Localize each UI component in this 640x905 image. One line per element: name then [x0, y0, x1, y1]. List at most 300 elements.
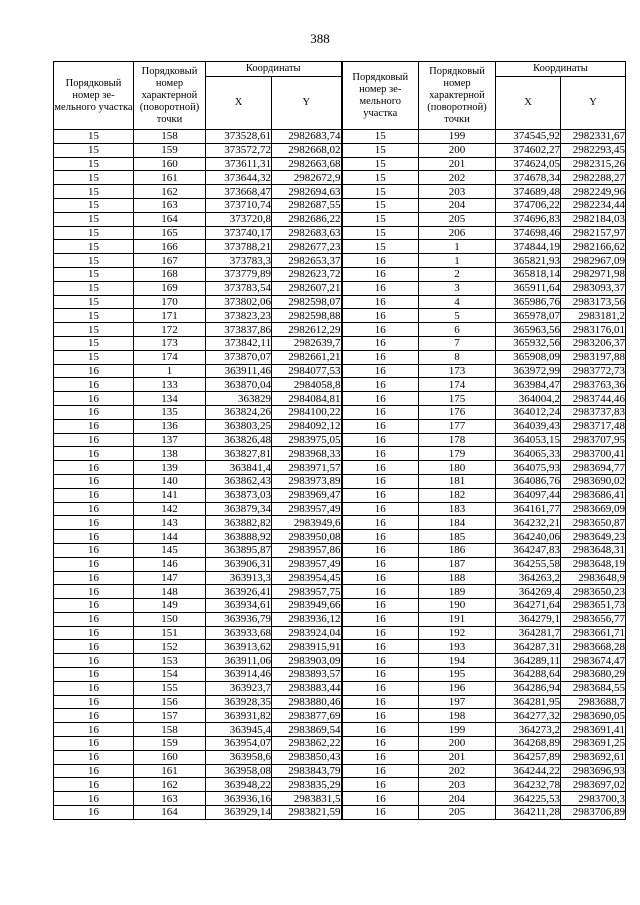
y-coordinate-2: 2983744,46 — [561, 392, 626, 406]
parcel-number-2: 16 — [342, 254, 419, 268]
header-point-number-2: Порядковый номер характерной (поворотной) точки — [419, 62, 496, 130]
parcel-number-2: 16 — [342, 668, 419, 682]
y-coordinate-2: 2983669,09 — [561, 502, 626, 516]
x-coordinate-2: 364255,58 — [496, 557, 561, 571]
point-number: 161 — [134, 171, 206, 185]
table-row — [54, 143, 626, 157]
point-number: 142 — [134, 502, 206, 516]
page-number: 388 — [310, 31, 330, 46]
point-number-2: 203 — [419, 185, 496, 199]
table-row — [54, 654, 626, 668]
x-coordinate: 363829 — [206, 392, 272, 406]
y-coordinate: 2984084,81 — [272, 392, 342, 406]
parcel-number: 15 — [54, 143, 134, 157]
point-number: 135 — [134, 405, 206, 419]
table-row — [54, 695, 626, 709]
table-row — [54, 364, 626, 378]
table-row — [54, 309, 626, 323]
y-coordinate: 2983957,49 — [272, 502, 342, 516]
x-coordinate-2: 364232,21 — [496, 516, 561, 530]
x-coordinate-2: 364287,31 — [496, 640, 561, 654]
parcel-number: 16 — [54, 364, 134, 378]
parcel-number: 16 — [54, 626, 134, 640]
parcel-number-2: 16 — [342, 806, 419, 820]
x-coordinate-2: 374696,83 — [496, 212, 561, 226]
parcel-number-2: 16 — [342, 543, 419, 557]
table-row — [54, 571, 626, 585]
parcel-number: 16 — [54, 571, 134, 585]
x-coordinate: 373783,54 — [206, 281, 272, 295]
x-coordinate: 363862,43 — [206, 474, 272, 488]
y-coordinate-2: 2983197,88 — [561, 350, 626, 364]
parcel-number-2: 15 — [342, 185, 419, 199]
parcel-number-2: 16 — [342, 750, 419, 764]
table-row — [54, 130, 626, 144]
x-coordinate-2: 364279,1 — [496, 612, 561, 626]
parcel-number: 16 — [54, 695, 134, 709]
point-number-2: 205 — [419, 806, 496, 820]
parcel-number-2: 16 — [342, 267, 419, 281]
x-coordinate-2: 365821,93 — [496, 254, 561, 268]
y-coordinate-2: 2983181,2 — [561, 309, 626, 323]
point-number-2: 7 — [419, 336, 496, 350]
point-number: 138 — [134, 447, 206, 461]
y-coordinate-2: 2983763,36 — [561, 378, 626, 392]
y-coordinate: 2983877,69 — [272, 709, 342, 723]
point-number: 170 — [134, 295, 206, 309]
y-coordinate: 2982661,21 — [272, 350, 342, 364]
parcel-number-2: 16 — [342, 585, 419, 599]
point-number-2: 4 — [419, 295, 496, 309]
parcel-number: 16 — [54, 447, 134, 461]
x-coordinate-2: 364097,44 — [496, 488, 561, 502]
point-number-2: 3 — [419, 281, 496, 295]
table-row — [54, 681, 626, 695]
point-number-2: 182 — [419, 488, 496, 502]
parcel-number-2: 16 — [342, 378, 419, 392]
x-coordinate: 363936,16 — [206, 792, 272, 806]
point-number: 163 — [134, 198, 206, 212]
point-number: 174 — [134, 350, 206, 364]
table-row — [54, 267, 626, 281]
x-coordinate: 363958,08 — [206, 764, 272, 778]
y-coordinate: 2983957,49 — [272, 557, 342, 571]
x-coordinate: 373710,74 — [206, 198, 272, 212]
point-number: 150 — [134, 612, 206, 626]
point-number: 134 — [134, 392, 206, 406]
parcel-number-2: 16 — [342, 571, 419, 585]
table-row — [54, 530, 626, 544]
header-coordinates: Координаты — [206, 62, 342, 77]
y-coordinate: 2982612,29 — [272, 323, 342, 337]
parcel-number-2: 16 — [342, 295, 419, 309]
parcel-number-2: 16 — [342, 599, 419, 613]
x-coordinate: 363888,92 — [206, 530, 272, 544]
point-number-2: 189 — [419, 585, 496, 599]
x-coordinate-2: 364244,22 — [496, 764, 561, 778]
parcel-number: 16 — [54, 557, 134, 571]
parcel-number: 16 — [54, 433, 134, 447]
x-coordinate-2: 374844,19 — [496, 240, 561, 254]
table-row — [54, 157, 626, 171]
point-number: 151 — [134, 626, 206, 640]
point-number: 143 — [134, 516, 206, 530]
parcel-number: 15 — [54, 185, 134, 199]
parcel-number-2: 16 — [342, 433, 419, 447]
parcel-number: 15 — [54, 130, 134, 144]
x-coordinate-2: 364268,89 — [496, 737, 561, 751]
x-coordinate-2: 364240,06 — [496, 530, 561, 544]
parcel-number: 16 — [54, 392, 134, 406]
x-coordinate-2: 363972,99 — [496, 364, 561, 378]
y-coordinate: 2983924,04 — [272, 626, 342, 640]
header-x: X — [206, 77, 272, 130]
point-number: 167 — [134, 254, 206, 268]
x-coordinate-2: 364075,93 — [496, 461, 561, 475]
x-coordinate: 363827,81 — [206, 447, 272, 461]
parcel-number-2: 15 — [342, 157, 419, 171]
x-coordinate: 363954,07 — [206, 737, 272, 751]
y-coordinate-2: 2983692,61 — [561, 750, 626, 764]
header-parcel-number-2: Порядковый номер зе-мельного участка — [342, 62, 419, 130]
point-number-2: 203 — [419, 778, 496, 792]
x-coordinate: 373779,89 — [206, 267, 272, 281]
y-coordinate-2: 2982331,67 — [561, 130, 626, 144]
header-x-2: X — [496, 77, 561, 130]
coordinates-table — [53, 61, 626, 820]
parcel-number: 16 — [54, 681, 134, 695]
x-coordinate: 363911,46 — [206, 364, 272, 378]
x-coordinate: 363826,48 — [206, 433, 272, 447]
y-coordinate: 2982694,63 — [272, 185, 342, 199]
point-number-2: 205 — [419, 212, 496, 226]
x-coordinate-2: 364065,33 — [496, 447, 561, 461]
y-coordinate-2: 2983772,73 — [561, 364, 626, 378]
y-coordinate: 2983950,08 — [272, 530, 342, 544]
point-number-2: 181 — [419, 474, 496, 488]
y-coordinate: 2983862,22 — [272, 737, 342, 751]
point-number-2: 198 — [419, 709, 496, 723]
x-coordinate: 363911,06 — [206, 654, 272, 668]
point-number-2: 193 — [419, 640, 496, 654]
y-coordinate-2: 2983661,71 — [561, 626, 626, 640]
point-number-2: 199 — [419, 723, 496, 737]
parcel-number-2: 16 — [342, 502, 419, 516]
point-number-2: 202 — [419, 764, 496, 778]
x-coordinate: 373837,86 — [206, 323, 272, 337]
parcel-number-2: 15 — [342, 198, 419, 212]
y-coordinate-2: 2983176,01 — [561, 323, 626, 337]
table-row — [54, 461, 626, 475]
x-coordinate-2: 364281,95 — [496, 695, 561, 709]
table-row — [54, 226, 626, 240]
point-number-2: 195 — [419, 668, 496, 682]
point-number: 156 — [134, 695, 206, 709]
x-coordinate-2: 374689,48 — [496, 185, 561, 199]
point-number: 171 — [134, 309, 206, 323]
table-row — [54, 212, 626, 226]
y-coordinate: 2982677,23 — [272, 240, 342, 254]
point-number-2: 188 — [419, 571, 496, 585]
x-coordinate: 363882,82 — [206, 516, 272, 530]
x-coordinate-2: 364012,24 — [496, 405, 561, 419]
parcel-number: 15 — [54, 350, 134, 364]
table-row — [54, 378, 626, 392]
x-coordinate: 363841,4 — [206, 461, 272, 475]
parcel-number: 16 — [54, 723, 134, 737]
y-coordinate: 2983821,59 — [272, 806, 342, 820]
point-number: 159 — [134, 737, 206, 751]
y-coordinate: 2982639,7 — [272, 336, 342, 350]
point-number-2: 1 — [419, 240, 496, 254]
y-coordinate-2: 2983691,25 — [561, 737, 626, 751]
y-coordinate-2: 2983648,31 — [561, 543, 626, 557]
parcel-number: 16 — [54, 516, 134, 530]
parcel-number-2: 16 — [342, 557, 419, 571]
parcel-number: 16 — [54, 640, 134, 654]
table-row — [54, 723, 626, 737]
x-coordinate: 373842,11 — [206, 336, 272, 350]
x-coordinate-2: 363984,47 — [496, 378, 561, 392]
point-number: 133 — [134, 378, 206, 392]
y-coordinate-2: 2983648,19 — [561, 557, 626, 571]
y-coordinate-2: 2983700,3 — [561, 792, 626, 806]
parcel-number: 15 — [54, 336, 134, 350]
y-coordinate: 2982598,07 — [272, 295, 342, 309]
y-coordinate: 2983975,05 — [272, 433, 342, 447]
x-coordinate-2: 374545,92 — [496, 130, 561, 144]
y-coordinate-2: 2982184,03 — [561, 212, 626, 226]
y-coordinate: 2982683,74 — [272, 130, 342, 144]
x-coordinate-2: 364053,15 — [496, 433, 561, 447]
parcel-number: 15 — [54, 254, 134, 268]
point-number: 165 — [134, 226, 206, 240]
point-number: 139 — [134, 461, 206, 475]
x-coordinate: 363928,35 — [206, 695, 272, 709]
y-coordinate: 2983883,44 — [272, 681, 342, 695]
y-coordinate: 2983843,79 — [272, 764, 342, 778]
point-number-2: 178 — [419, 433, 496, 447]
point-number: 1 — [134, 364, 206, 378]
x-coordinate: 373611,31 — [206, 157, 272, 171]
x-coordinate-2: 364281,7 — [496, 626, 561, 640]
point-number: 158 — [134, 130, 206, 144]
y-coordinate: 2982607,21 — [272, 281, 342, 295]
table-row — [54, 488, 626, 502]
y-coordinate-2: 2983694,77 — [561, 461, 626, 475]
point-number-2: 201 — [419, 750, 496, 764]
x-coordinate: 363803,25 — [206, 419, 272, 433]
header-y-2: Y — [561, 77, 626, 130]
point-number: 149 — [134, 599, 206, 613]
parcel-number-2: 16 — [342, 392, 419, 406]
parcel-number-2: 16 — [342, 530, 419, 544]
x-coordinate: 373572,72 — [206, 143, 272, 157]
y-coordinate-2: 2982967,09 — [561, 254, 626, 268]
y-coordinate-2: 2982288,27 — [561, 171, 626, 185]
x-coordinate: 363895,87 — [206, 543, 272, 557]
table-row — [54, 778, 626, 792]
y-coordinate-2: 2983651,73 — [561, 599, 626, 613]
y-coordinate: 2983903,09 — [272, 654, 342, 668]
parcel-number: 15 — [54, 323, 134, 337]
x-coordinate: 363945,4 — [206, 723, 272, 737]
parcel-number-2: 15 — [342, 130, 419, 144]
y-coordinate: 2983915,91 — [272, 640, 342, 654]
y-coordinate-2: 2983691,41 — [561, 723, 626, 737]
table-row — [54, 419, 626, 433]
x-coordinate: 363873,03 — [206, 488, 272, 502]
x-coordinate-2: 374698,46 — [496, 226, 561, 240]
x-coordinate-2: 365986,76 — [496, 295, 561, 309]
y-coordinate: 2983973,89 — [272, 474, 342, 488]
table-row — [54, 640, 626, 654]
point-number: 147 — [134, 571, 206, 585]
parcel-number: 15 — [54, 281, 134, 295]
parcel-number-2: 16 — [342, 350, 419, 364]
x-coordinate: 363914,46 — [206, 668, 272, 682]
x-coordinate: 363958,6 — [206, 750, 272, 764]
header-parcel-number: Порядковый номер зе-мельного участка — [54, 62, 134, 130]
x-coordinate: 363923,7 — [206, 681, 272, 695]
x-coordinate-2: 365818,14 — [496, 267, 561, 281]
x-coordinate-2: 364273,2 — [496, 723, 561, 737]
y-coordinate-2: 2983686,41 — [561, 488, 626, 502]
y-coordinate: 2984100,22 — [272, 405, 342, 419]
point-number-2: 2 — [419, 267, 496, 281]
table-row — [54, 171, 626, 185]
parcel-number: 16 — [54, 750, 134, 764]
parcel-number-2: 16 — [342, 723, 419, 737]
parcel-number: 16 — [54, 530, 134, 544]
x-coordinate-2: 365908,09 — [496, 350, 561, 364]
y-coordinate: 2983949,66 — [272, 599, 342, 613]
table-row — [54, 668, 626, 682]
x-coordinate-2: 365978,07 — [496, 309, 561, 323]
y-coordinate: 2983969,47 — [272, 488, 342, 502]
y-coordinate-2: 2983690,05 — [561, 709, 626, 723]
x-coordinate: 363936,79 — [206, 612, 272, 626]
point-number-2: 183 — [419, 502, 496, 516]
x-coordinate-2: 364211,28 — [496, 806, 561, 820]
table-row — [54, 764, 626, 778]
y-coordinate-2: 2983706,89 — [561, 806, 626, 820]
y-coordinate: 2982686,22 — [272, 212, 342, 226]
y-coordinate-2: 2983173,56 — [561, 295, 626, 309]
table-header — [54, 62, 626, 130]
y-coordinate: 2984058,8 — [272, 378, 342, 392]
point-number-2: 173 — [419, 364, 496, 378]
parcel-number: 16 — [54, 654, 134, 668]
point-number: 146 — [134, 557, 206, 571]
point-number-2: 177 — [419, 419, 496, 433]
table-row — [54, 750, 626, 764]
table-row — [54, 240, 626, 254]
x-coordinate: 373870,07 — [206, 350, 272, 364]
parcel-number: 16 — [54, 668, 134, 682]
point-number: 137 — [134, 433, 206, 447]
y-coordinate-2: 2983688,7 — [561, 695, 626, 709]
point-number: 164 — [134, 806, 206, 820]
x-coordinate-2: 364286,94 — [496, 681, 561, 695]
y-coordinate: 2983971,57 — [272, 461, 342, 475]
table-row — [54, 323, 626, 337]
parcel-number-2: 16 — [342, 778, 419, 792]
point-number: 158 — [134, 723, 206, 737]
table-row — [54, 198, 626, 212]
point-number: 154 — [134, 668, 206, 682]
table-row — [54, 612, 626, 626]
parcel-number-2: 16 — [342, 640, 419, 654]
parcel-number-2: 15 — [342, 212, 419, 226]
point-number: 160 — [134, 157, 206, 171]
y-coordinate: 2982672,9 — [272, 171, 342, 185]
point-number-2: 192 — [419, 626, 496, 640]
x-coordinate-2: 364288,64 — [496, 668, 561, 682]
header-point-number: Порядковый номер характерной (поворотной) точки — [134, 62, 206, 130]
point-number: 169 — [134, 281, 206, 295]
point-number: 148 — [134, 585, 206, 599]
x-coordinate-2: 364263,2 — [496, 571, 561, 585]
x-coordinate: 363931,82 — [206, 709, 272, 723]
y-coordinate-2: 2983648,9 — [561, 571, 626, 585]
parcel-number: 16 — [54, 502, 134, 516]
y-coordinate-2: 2983690,02 — [561, 474, 626, 488]
point-number-2: 200 — [419, 143, 496, 157]
parcel-number-2: 16 — [342, 709, 419, 723]
y-coordinate: 2982663,68 — [272, 157, 342, 171]
parcel-number: 16 — [54, 419, 134, 433]
table-row — [54, 392, 626, 406]
parcel-number-2: 16 — [342, 792, 419, 806]
y-coordinate-2: 2983707,95 — [561, 433, 626, 447]
x-coordinate-2: 374678,34 — [496, 171, 561, 185]
header-coordinates-2: Координаты — [496, 62, 626, 77]
table-row — [54, 433, 626, 447]
y-coordinate-2: 2983697,02 — [561, 778, 626, 792]
y-coordinate: 2982653,37 — [272, 254, 342, 268]
parcel-number-2: 16 — [342, 323, 419, 337]
point-number-2: 175 — [419, 392, 496, 406]
y-coordinate: 2983850,43 — [272, 750, 342, 764]
table-row — [54, 516, 626, 530]
y-coordinate-2: 2983650,23 — [561, 585, 626, 599]
table-row — [54, 295, 626, 309]
x-coordinate-2: 364232,78 — [496, 778, 561, 792]
x-coordinate: 363824,26 — [206, 405, 272, 419]
parcel-number: 16 — [54, 792, 134, 806]
y-coordinate: 2983869,54 — [272, 723, 342, 737]
point-number-2: 204 — [419, 198, 496, 212]
parcel-number-2: 16 — [342, 336, 419, 350]
x-coordinate-2: 365932,56 — [496, 336, 561, 350]
point-number: 157 — [134, 709, 206, 723]
y-coordinate-2: 2982293,45 — [561, 143, 626, 157]
x-coordinate: 363906,31 — [206, 557, 272, 571]
point-number: 161 — [134, 764, 206, 778]
y-coordinate: 2983954,45 — [272, 571, 342, 585]
parcel-number: 16 — [54, 461, 134, 475]
parcel-number: 15 — [54, 240, 134, 254]
parcel-number-2: 16 — [342, 654, 419, 668]
table-row — [54, 502, 626, 516]
parcel-number: 15 — [54, 198, 134, 212]
y-coordinate: 2983880,46 — [272, 695, 342, 709]
y-coordinate: 2983831,5 — [272, 792, 342, 806]
point-number: 141 — [134, 488, 206, 502]
parcel-number-2: 16 — [342, 626, 419, 640]
parcel-number: 16 — [54, 543, 134, 557]
